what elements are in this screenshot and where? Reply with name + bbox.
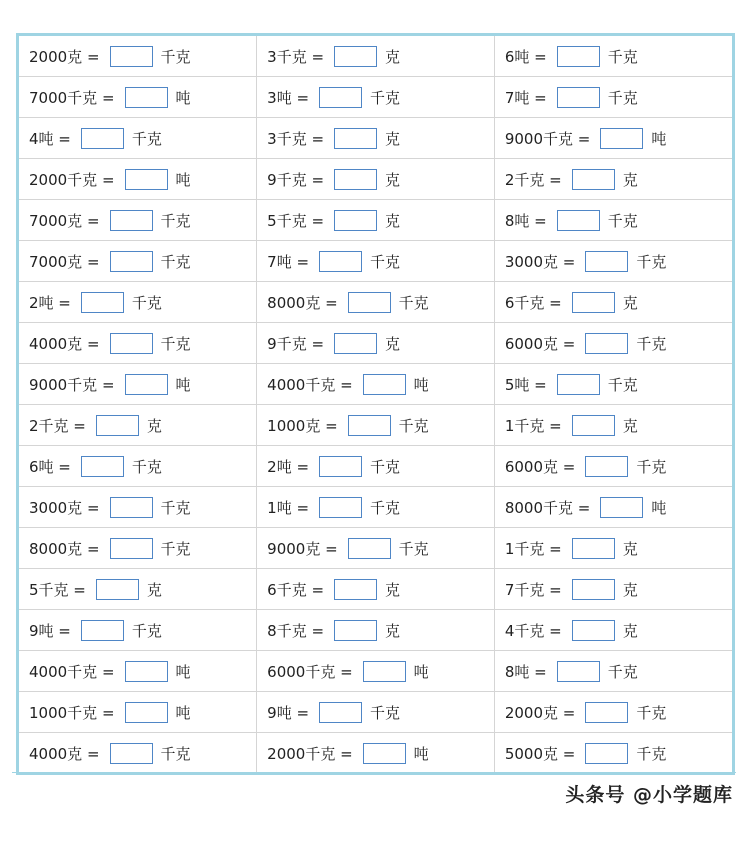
- conversion-expression: 1000千克 =: [29, 703, 115, 722]
- answer-box[interactable]: [110, 743, 153, 764]
- target-unit: 克: [622, 580, 638, 599]
- answer-box[interactable]: [96, 415, 139, 436]
- answer-box[interactable]: [363, 743, 406, 764]
- exercise-cell: [494, 733, 732, 774]
- conversion-expression: 8吨 =: [504, 662, 547, 681]
- answer-box[interactable]: [348, 415, 391, 436]
- exercise-cell: [19, 487, 257, 528]
- answer-box[interactable]: [334, 210, 377, 231]
- answer-box[interactable]: [600, 128, 643, 149]
- answer-box[interactable]: [363, 374, 406, 395]
- conversion-expression: 9000千克 =: [29, 375, 115, 394]
- conversion-expression: 6000克 =: [504, 334, 576, 353]
- exercise-cell: [257, 77, 495, 118]
- conversion-expression: 4000千克 =: [267, 375, 353, 394]
- conversion-expression: 3千克 =: [267, 129, 325, 148]
- answer-box[interactable]: [348, 292, 391, 313]
- answer-box[interactable]: [334, 620, 377, 641]
- conversion-expression: 2000千克 =: [267, 744, 353, 763]
- answer-box[interactable]: [334, 333, 377, 354]
- answer-box[interactable]: [348, 538, 391, 559]
- exercise-cell: [494, 446, 732, 487]
- exercise-cell: [19, 610, 257, 651]
- target-unit: 千克: [370, 88, 401, 107]
- answer-box[interactable]: [557, 374, 600, 395]
- exercise-cell: [257, 569, 495, 610]
- answer-box[interactable]: [319, 251, 362, 272]
- exercise-cell: [257, 118, 495, 159]
- exercise-cell: [257, 241, 495, 282]
- exercise-cell: [494, 159, 732, 200]
- conversion-expression: 6千克 =: [504, 293, 562, 312]
- conversion-expression: 7000千克 =: [29, 88, 115, 107]
- exercise-cell: [494, 692, 732, 733]
- conversion-expression: 4000克 =: [29, 334, 100, 353]
- target-unit: 千克: [636, 457, 667, 476]
- target-unit: 吨: [413, 375, 429, 394]
- exercise-row: [19, 487, 732, 528]
- target-unit: 吨: [175, 88, 191, 107]
- target-unit: 千克: [607, 47, 638, 66]
- target-unit: 克: [385, 334, 401, 353]
- exercise-cell: [257, 446, 495, 487]
- target-unit: 克: [622, 416, 638, 435]
- conversion-expression: 8000千克 =: [504, 498, 591, 517]
- conversion-expression: 1吨 =: [267, 498, 310, 517]
- target-unit: 吨: [175, 662, 191, 681]
- conversion-expression: 7000克 =: [29, 211, 100, 230]
- target-unit: 吨: [413, 744, 429, 763]
- answer-box[interactable]: [572, 538, 615, 559]
- answer-box[interactable]: [585, 702, 628, 723]
- exercise-row: [19, 528, 732, 569]
- exercise-cell: [257, 159, 495, 200]
- exercise-cell: [19, 446, 257, 487]
- exercise-row: [19, 405, 732, 446]
- target-unit: 吨: [651, 129, 667, 148]
- answer-box[interactable]: [319, 87, 362, 108]
- target-unit: 千克: [370, 252, 401, 271]
- conversion-expression: 3000克 =: [29, 498, 100, 517]
- target-unit: 千克: [160, 334, 191, 353]
- answer-box[interactable]: [572, 292, 615, 313]
- conversion-expression: 3千克 =: [267, 47, 325, 66]
- target-unit: 千克: [131, 293, 162, 312]
- target-unit: 克: [146, 416, 162, 435]
- answer-box[interactable]: [96, 579, 139, 600]
- exercise-cell: [257, 364, 495, 405]
- target-unit: 千克: [636, 252, 667, 271]
- exercise-row: [19, 118, 732, 159]
- answer-box[interactable]: [334, 46, 377, 67]
- conversion-expression: 8千克 =: [267, 621, 325, 640]
- answer-box[interactable]: [600, 497, 643, 518]
- target-unit: 克: [385, 170, 401, 189]
- exercise-cell: [257, 528, 495, 569]
- conversion-expression: 6吨 =: [29, 457, 71, 476]
- conversion-expression: 6吨 =: [504, 47, 547, 66]
- answer-box[interactable]: [125, 87, 168, 108]
- answer-box[interactable]: [125, 661, 168, 682]
- answer-box[interactable]: [363, 661, 406, 682]
- answer-box[interactable]: [81, 456, 124, 477]
- exercise-cell: [494, 610, 732, 651]
- target-unit: 千克: [607, 88, 638, 107]
- target-unit: 吨: [175, 170, 191, 189]
- answer-box[interactable]: [557, 661, 600, 682]
- conversion-expression: 1000克 =: [267, 416, 338, 435]
- exercise-cell: [494, 77, 732, 118]
- exercise-cell: [494, 569, 732, 610]
- exercise-row: [19, 77, 732, 118]
- conversion-expression: 3吨 =: [267, 88, 310, 107]
- conversion-expression: 2000千克 =: [29, 170, 115, 189]
- exercise-cell: [494, 528, 732, 569]
- target-unit: 千克: [370, 457, 401, 476]
- answer-box[interactable]: [110, 497, 153, 518]
- exercise-cell: [19, 364, 257, 405]
- divider-line: [12, 772, 736, 773]
- target-unit: 千克: [160, 211, 191, 230]
- answer-box[interactable]: [557, 210, 600, 231]
- answer-box[interactable]: [585, 743, 628, 764]
- target-unit: 千克: [636, 744, 667, 763]
- answer-box[interactable]: [572, 169, 615, 190]
- conversion-expression: 8000克 =: [267, 293, 338, 312]
- answer-box[interactable]: [585, 251, 628, 272]
- answer-box[interactable]: [125, 169, 168, 190]
- answer-box[interactable]: [557, 46, 600, 67]
- answer-box[interactable]: [81, 128, 124, 149]
- target-unit: 千克: [131, 621, 162, 640]
- answer-box[interactable]: [319, 702, 362, 723]
- target-unit: 千克: [398, 293, 429, 312]
- target-unit: 克: [385, 621, 401, 640]
- exercise-cell: [257, 405, 495, 446]
- conversion-expression: 9千克 =: [267, 334, 325, 353]
- conversion-expression: 7千克 =: [504, 580, 562, 599]
- conversion-expression: 6000克 =: [504, 457, 576, 476]
- exercise-row: [19, 364, 732, 405]
- exercise-cell: [19, 528, 257, 569]
- exercise-cell: [494, 323, 732, 364]
- conversion-expression: 9000克 =: [267, 539, 338, 558]
- target-unit: 克: [146, 580, 162, 599]
- target-unit: 吨: [413, 662, 429, 681]
- exercise-cell: [19, 405, 257, 446]
- conversion-expression: 7吨 =: [504, 88, 547, 107]
- conversion-expression: 8000克 =: [29, 539, 100, 558]
- target-unit: 克: [622, 621, 638, 640]
- answer-box[interactable]: [334, 579, 377, 600]
- conversion-expression: 4000千克 =: [29, 662, 115, 681]
- conversion-expression: 2千克 =: [504, 170, 562, 189]
- exercise-cell: [19, 36, 257, 77]
- target-unit: 千克: [160, 252, 191, 271]
- conversion-expression: 1千克 =: [504, 416, 562, 435]
- answer-box[interactable]: [110, 333, 153, 354]
- target-unit: 千克: [636, 334, 667, 353]
- exercise-row: [19, 610, 732, 651]
- conversion-expression: 6000千克 =: [267, 662, 353, 681]
- answer-box[interactable]: [319, 456, 362, 477]
- target-unit: 千克: [607, 662, 638, 681]
- exercise-cell: [257, 487, 495, 528]
- conversion-expression: 4000克 =: [29, 744, 100, 763]
- conversion-expression: 9吨 =: [267, 703, 310, 722]
- target-unit: 千克: [131, 129, 162, 148]
- exercise-row: [19, 733, 732, 774]
- target-unit: 千克: [160, 47, 191, 66]
- exercise-cell: [19, 200, 257, 241]
- exercise-cell: [494, 651, 732, 692]
- target-unit: 千克: [636, 703, 667, 722]
- exercise-row: [19, 569, 732, 610]
- target-unit: 吨: [651, 498, 667, 517]
- conversion-expression: 5000克 =: [504, 744, 576, 763]
- exercise-cell: [257, 610, 495, 651]
- exercise-row: [19, 200, 732, 241]
- conversion-expression: 6千克 =: [267, 580, 325, 599]
- conversion-expression: 2吨 =: [29, 293, 71, 312]
- target-unit: 千克: [370, 498, 401, 517]
- exercise-cell: [257, 282, 495, 323]
- exercise-cell: [257, 323, 495, 364]
- exercise-row: [19, 651, 732, 692]
- exercise-cell: [494, 364, 732, 405]
- exercise-cell: [19, 118, 257, 159]
- conversion-expression: 5千克 =: [267, 211, 325, 230]
- answer-box[interactable]: [110, 210, 153, 231]
- exercise-cell: [494, 405, 732, 446]
- exercise-row: [19, 692, 732, 733]
- answer-box[interactable]: [585, 333, 628, 354]
- conversion-expression: 5千克 =: [29, 580, 86, 599]
- answer-box[interactable]: [572, 415, 615, 436]
- target-unit: 克: [385, 129, 401, 148]
- answer-box[interactable]: [572, 620, 615, 641]
- answer-box[interactable]: [334, 128, 377, 149]
- answer-box[interactable]: [81, 292, 124, 313]
- answer-box[interactable]: [110, 46, 153, 67]
- conversion-expression: 9千克 =: [267, 170, 325, 189]
- target-unit: 克: [385, 211, 401, 230]
- exercise-cell: [494, 36, 732, 77]
- exercise-cell: [257, 733, 495, 774]
- conversion-expression: 2千克 =: [29, 416, 86, 435]
- exercise-cell: [19, 282, 257, 323]
- exercise-row: [19, 36, 732, 77]
- conversion-expression: 5吨 =: [504, 375, 547, 394]
- answer-box[interactable]: [125, 702, 168, 723]
- conversion-expression: 2000克 =: [29, 47, 100, 66]
- conversion-expression: 2吨 =: [267, 457, 310, 476]
- target-unit: 千克: [607, 375, 638, 394]
- target-unit: 千克: [131, 457, 162, 476]
- conversion-expression: 8吨 =: [504, 211, 547, 230]
- answer-box[interactable]: [585, 456, 628, 477]
- exercise-row: [19, 241, 732, 282]
- exercise-cell: [494, 200, 732, 241]
- target-unit: 克: [385, 580, 401, 599]
- exercise-cell: [257, 36, 495, 77]
- answer-box[interactable]: [81, 620, 124, 641]
- target-unit: 千克: [607, 211, 638, 230]
- exercise-row: [19, 159, 732, 200]
- conversion-expression: 9吨 =: [29, 621, 71, 640]
- target-unit: 克: [622, 170, 638, 189]
- conversion-expression: 7000克 =: [29, 252, 100, 271]
- answer-box[interactable]: [319, 497, 362, 518]
- conversion-expression: 2000克 =: [504, 703, 576, 722]
- conversion-expression: 1千克 =: [504, 539, 562, 558]
- exercise-grid: [19, 36, 732, 773]
- conversion-expression: 4千克 =: [504, 621, 562, 640]
- target-unit: 千克: [398, 416, 429, 435]
- exercise-cell: [494, 118, 732, 159]
- target-unit: 吨: [175, 703, 191, 722]
- target-unit: 千克: [160, 498, 191, 517]
- answer-box[interactable]: [110, 538, 153, 559]
- target-unit: 千克: [398, 539, 429, 558]
- exercise-cell: [19, 241, 257, 282]
- exercise-row: [19, 282, 732, 323]
- exercise-cell: [494, 241, 732, 282]
- target-unit: 克: [622, 539, 638, 558]
- exercise-cell: [257, 692, 495, 733]
- answer-box[interactable]: [334, 169, 377, 190]
- exercise-cell: [19, 651, 257, 692]
- conversion-expression: 3000克 =: [504, 252, 576, 271]
- watermark-credit: 头条号 @小学题库: [565, 784, 733, 806]
- exercise-cell: [19, 692, 257, 733]
- target-unit: 克: [385, 47, 401, 66]
- answer-box[interactable]: [572, 579, 615, 600]
- exercise-cell: [494, 487, 732, 528]
- answer-box[interactable]: [125, 374, 168, 395]
- target-unit: 千克: [370, 703, 401, 722]
- exercise-cell: [19, 323, 257, 364]
- answer-box[interactable]: [557, 87, 600, 108]
- exercise-cell: [494, 282, 732, 323]
- target-unit: 千克: [160, 744, 191, 763]
- exercise-row: [19, 446, 732, 487]
- worksheet: [16, 33, 735, 775]
- exercise-cell: [257, 200, 495, 241]
- conversion-expression: 7吨 =: [267, 252, 310, 271]
- target-unit: 吨: [175, 375, 191, 394]
- exercise-cell: [257, 651, 495, 692]
- answer-box[interactable]: [110, 251, 153, 272]
- exercise-cell: [19, 733, 257, 774]
- conversion-expression: 4吨 =: [29, 129, 71, 148]
- exercise-cell: [19, 159, 257, 200]
- target-unit: 克: [622, 293, 638, 312]
- target-unit: 千克: [160, 539, 191, 558]
- conversion-expression: 9000千克 =: [504, 129, 591, 148]
- exercise-row: [19, 323, 732, 364]
- exercise-cell: [19, 77, 257, 118]
- exercise-cell: [19, 569, 257, 610]
